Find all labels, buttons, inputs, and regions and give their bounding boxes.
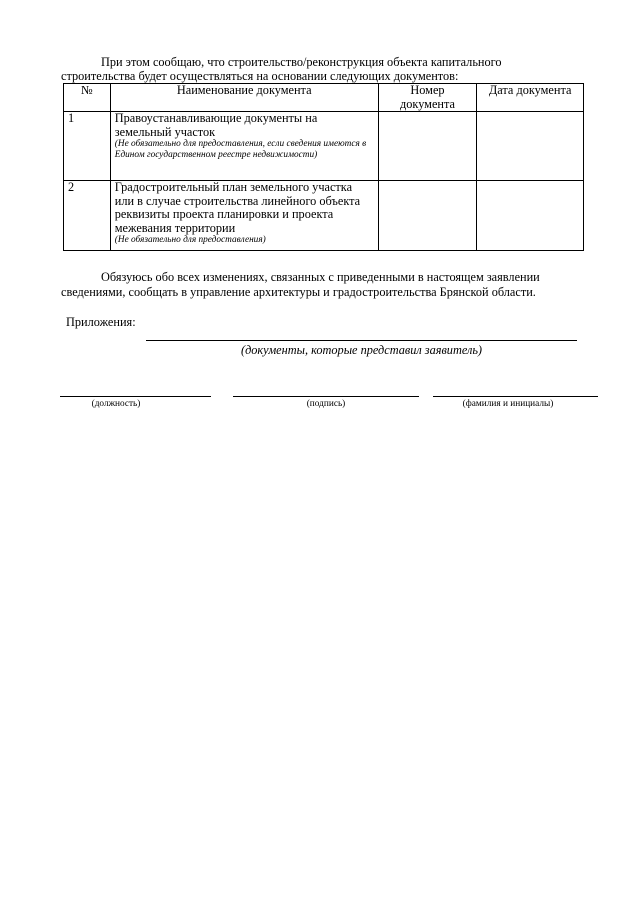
appendix-label: Приложения: [66,315,136,329]
intro-paragraph [61,55,591,83]
row-doc-name-cell [110,181,378,251]
row-doc-name: Правоустанавливающие документы на земельный участок [114,111,318,139]
row-doc-date[interactable] [477,112,584,181]
table-header-row [64,84,584,112]
table-row [64,112,584,181]
header-doc-date: Дата документа [477,84,584,112]
appendix-caption: (документы, которые представил заявитель) [240,343,483,357]
signature-caption: (подпись) [306,399,346,409]
appendix-fill-line[interactable] [146,340,577,341]
row-doc-name: Градостроительный план земельного участка или в случае строительства линейного объекта реквизиты проекта планировки и проекта межевания территории [114,180,361,235]
intro-line-2: строительства будет осуществляться на основании следующих документов: [61,69,459,83]
position-caption: (должность) [91,399,141,409]
position-fill-line[interactable] [60,396,211,397]
documents-table [63,83,584,251]
pledge-line-1: Обязуюсь обо всех изменениях, связанных с приведенными в настоящем заявлении [101,270,540,284]
name-caption: (фамилия и инициалы) [462,399,554,409]
row-doc-date[interactable] [477,181,584,251]
header-doc-name: Наименование документа [110,84,378,112]
intro-line-1: При этом сообщаю, что строительство/реконструкция объекта капитального [101,55,502,69]
name-fill-line[interactable] [433,396,598,397]
row-number: 2 [64,181,111,251]
row-doc-name-cell [110,112,378,181]
header-number: № [64,84,111,112]
row-note: (Не обязательно для предоставления, если сведения имеются в Едином государственном реестре недвижимости) [114,139,367,160]
row-note: (Не обязательно для предоставления) [114,235,266,245]
signature-fill-line[interactable] [233,396,419,397]
row-doc-number[interactable] [378,181,477,251]
table-row [64,181,584,251]
header-doc-number: Номер документа [378,84,477,112]
row-number: 1 [64,112,111,181]
row-doc-number[interactable] [378,112,477,181]
pledge-line-2: сведениями, сообщать в управление архитектуры и градостроительства Брянской области. [61,285,536,299]
pledge-paragraph [61,270,601,300]
